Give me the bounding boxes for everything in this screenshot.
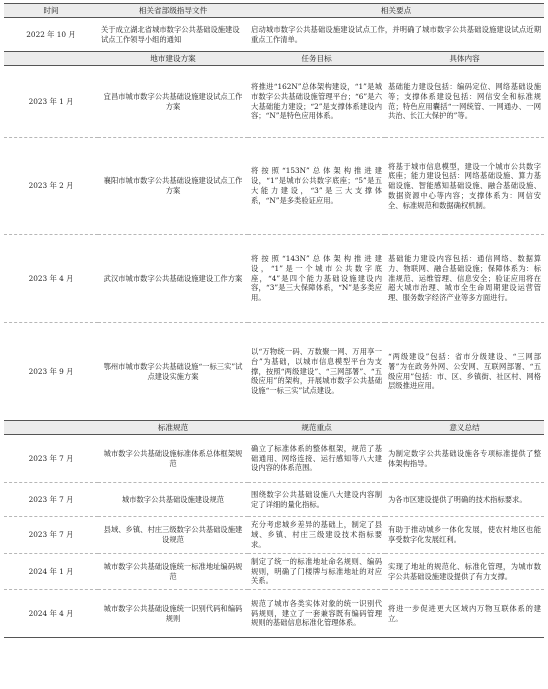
header-specific-content: 具体内容 — [385, 52, 544, 66]
section3-header-row — [4, 421, 544, 435]
row-time: 2023 年 4 月 — [4, 235, 98, 323]
row-spec: 城市数字公共基础设施统一标准地址编码规范 — [98, 554, 248, 590]
row-focus: 围绕数字公共基础设施八大建设内容制定了详细的量化指标。 — [248, 483, 385, 517]
row-meaning: 将进一步促进更大区域内万物互联体系的建立。 — [385, 590, 544, 638]
row-goal: 将推进“162N”总体架构建设，“1”是城市数字公共基础设施管理平台；“6”是六大基础能力建设；“2”是支撑体系建设内容；“N”是特色应用体系。 — [248, 66, 385, 138]
row-goal: 将按照“153N”总体架构推进建设，“1”是城市公共数字底座；“5”是五大能力建设，“3”是三大支撑体系，“N”是多类验证应用。 — [248, 138, 385, 235]
row-meaning: 为制定数字公共基础设施各专项标准提供了整体架构指导。 — [385, 435, 544, 483]
table-row — [4, 435, 544, 483]
table-row — [4, 590, 544, 638]
header-standard-spec: 标准规范 — [98, 421, 248, 435]
row-goal: 将按照“143N”总体架构推进建设，“1”是一个城市公共数字底座，“4”是四个能力基础设施建设内容，“3”是三大保障体系，“N”是多类应用。 — [248, 235, 385, 323]
header2-blank — [4, 52, 98, 66]
row-points: 启动城市数字公共基础设施建设试点工作，并明确了城市数字公共基础设施建设试点近期重点工作清单。 — [248, 18, 544, 52]
header-significance: 意义总结 — [385, 421, 544, 435]
header-spec-focus: 规范重点 — [248, 421, 385, 435]
row-plan: 武汉市城市数字公共基础设施建设工作方案 — [98, 235, 248, 323]
table-row — [4, 138, 544, 235]
row-focus: 充分考虑城乡差异的基础上，制定了县域、乡镇、村庄三级建设技术指标要求。 — [248, 517, 385, 554]
row-spec: 城市数字公共基础设施统一识别代码和编码规则 — [98, 590, 248, 638]
section1-header-row — [4, 4, 544, 18]
row-time: 2024 年 4 月 — [4, 590, 98, 638]
section2-header-row — [4, 52, 544, 66]
row-time: 2023 年 7 月 — [4, 435, 98, 483]
row-content: 将基于城市信息模型，建设一个城市公共数字底座；能力建设包括：网络基础设施、算力基础设施、智能感知基础设施、融合基础设施、数据资源中心等内容；支撑体系为：网信安全、标准规范和数据确权机制。 — [385, 138, 544, 235]
header-time: 时间 — [4, 4, 98, 18]
table-row — [4, 235, 544, 323]
row-content: “两级建设”包括：省市分级建设、“三网部署”为在政务外网、公安网、互联网部署、“五级应用”包括：市、区、乡镇街、社区村、网格层级推进应用。 — [385, 323, 544, 421]
row-meaning: 有助于推动城乡一体化发展，使农村地区也能享受数字化发展红利。 — [385, 517, 544, 554]
table-row — [4, 66, 544, 138]
row-focus: 确立了标准体系的整体框架，规范了基础通用、网络连接、运行感知等八大建设内容的体系范围。 — [248, 435, 385, 483]
row-spec: 县域、乡镇、村庄三级数字公共基础设施建设规范 — [98, 517, 248, 554]
row-meaning: 为各市区建设提供了明确的技术指标要求。 — [385, 483, 544, 517]
row-focus: 制定了统一的标准地址命名规则、编码规则，明确了门楼牌与标准地址的对应关系。 — [248, 554, 385, 590]
row-plan: 襄阳市城市数字公共基础设施建设试点工作方案 — [98, 138, 248, 235]
table-row — [4, 18, 544, 52]
row-goal: 以“万物统一码、万数聚一网、万用享一台”为基础，以城市信息模型平台为支撑，按照“两级建设”、“三网部署”、“五级应用”的架构，开展城市数字公共基础设施“一标三实”试点建设。 — [248, 323, 385, 421]
row-time: 2022 年 10 月 — [4, 18, 98, 52]
row-spec: 城市数字公共基础设施标准体系总体框架规范 — [98, 435, 248, 483]
header-task-goal: 任务目标 — [248, 52, 385, 66]
row-time: 2024 年 1 月 — [4, 554, 98, 590]
row-doc: 关于成立湖北省城市数字公共基础设施建设试点工作领导小组的通知 — [98, 18, 248, 52]
table-row — [4, 483, 544, 517]
table-row — [4, 554, 544, 590]
header3-blank — [4, 421, 98, 435]
row-plan: 鄂州市城市数字公共基础设施“一标三实”试点建设实施方案 — [98, 323, 248, 421]
row-time: 2023 年 1 月 — [4, 66, 98, 138]
row-time: 2023 年 9 月 — [4, 323, 98, 421]
header-city-plan: 地市建设方案 — [98, 52, 248, 66]
header-provincial-docs: 相关省部级指导文件 — [98, 4, 248, 18]
row-time: 2023 年 7 月 — [4, 517, 98, 554]
policy-table-page — [0, 3, 548, 689]
table-row — [4, 323, 544, 421]
header-key-points: 相关要点 — [248, 4, 544, 18]
row-focus: 规范了城市各类实体对象的统一识别代码规则，建立了一套兼容既有编码管理规则的基础信息标准化管理体系。 — [248, 590, 385, 638]
row-plan: 宜昌市城市数字公共基础设施建设试点工作方案 — [98, 66, 248, 138]
row-content: 基础能力建设包括：编码定位、网络基础设施等；支撑体系建设包括：网信安全和标准规范；特色应用囊括“一网统管、一网通办、一网共治、长江大保护的”等。 — [385, 66, 544, 138]
row-meaning: 实现了地址的规范化、标准化管理，为城市数字公共基础设施建设提供了有力支撑。 — [385, 554, 544, 590]
table-row — [4, 517, 544, 554]
row-spec: 城市数字公共基础设施建设规范 — [98, 483, 248, 517]
row-time: 2023 年 2 月 — [4, 138, 98, 235]
policy-table — [4, 3, 544, 638]
row-content: 基础能力建设内容包括：通信网络、数据算力、物联网、融合基础设施；保障体系为：标准规范、运维管理、信息安全；验证应用将在超大城市治理、城市全生命周期建设运营管理、服务数字经济产业等多方面进行。 — [385, 235, 544, 323]
row-time: 2023 年 7 月 — [4, 483, 98, 517]
